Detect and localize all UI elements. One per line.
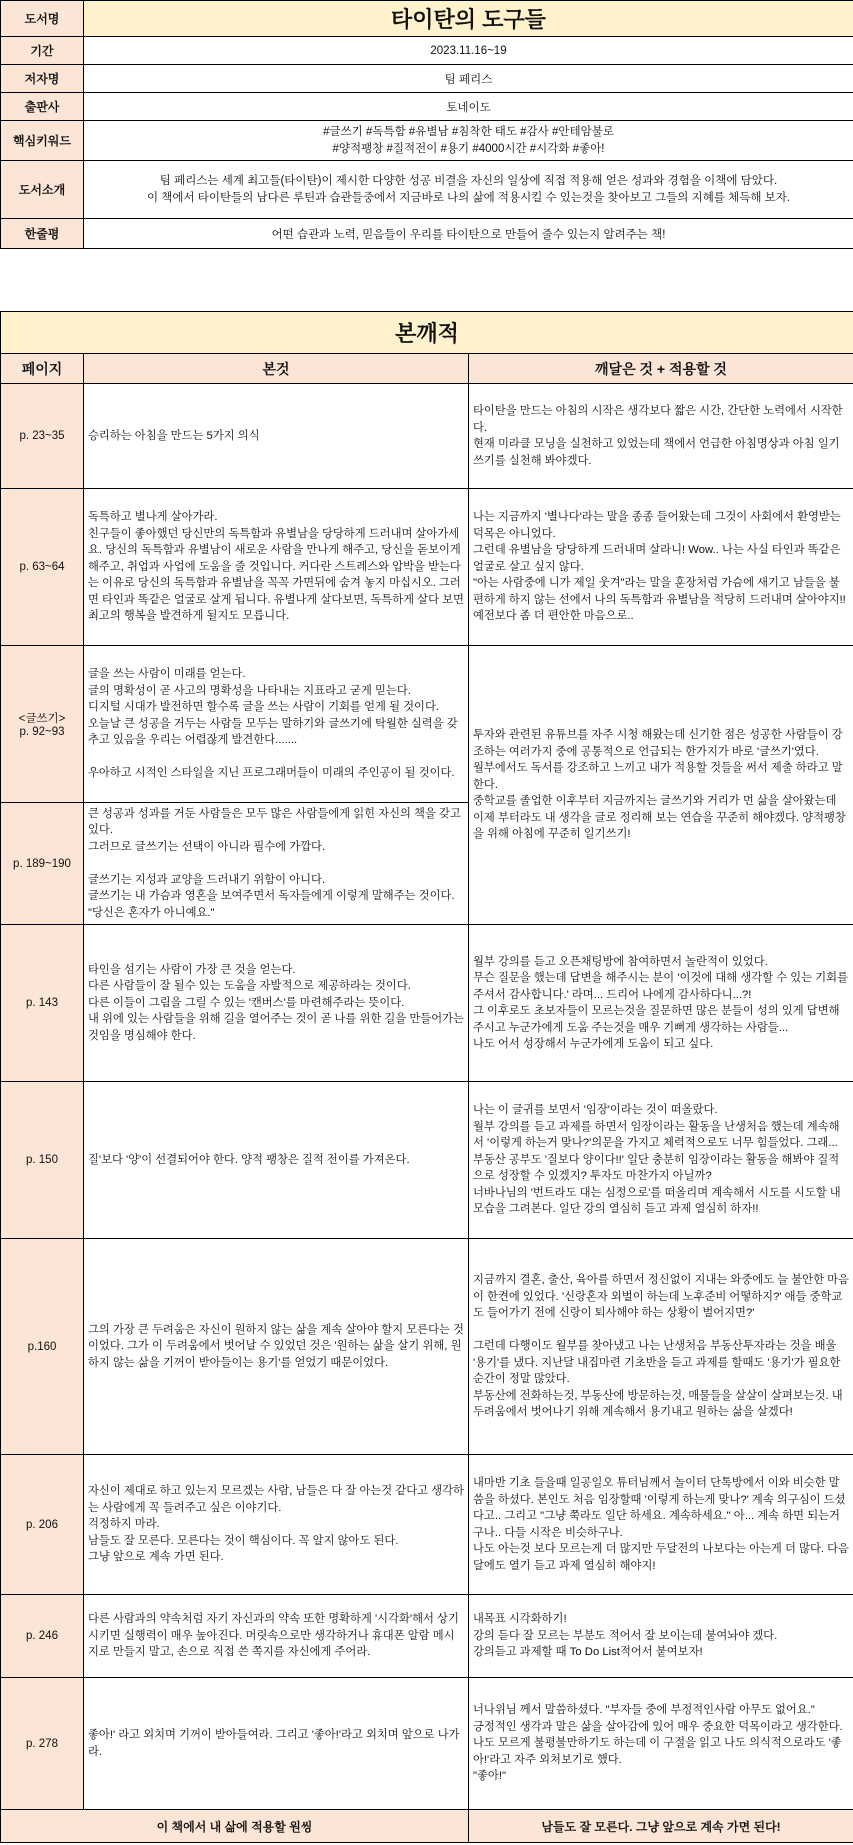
row-page: p. 246 [1,1595,84,1678]
period-label: 기간 [1,37,84,65]
row-learn: 나는 지금까지 '별나다'라는 말을 종종 들어왔는데 그것이 사회에서 환영받는 덕목은 아니었다. 그런데 유별남을 당당하게 드러내며 살라니! Wow.. 나는 사실 타인과 똑같은 얼굴로 살고 싶지 않다. "아는 사람중에 니가 제일 웃겨"라는 말을 훈장처럼 가슴에 새기고 남들을 불편하게 하지 않는 선에서 나의 독특함과 유별남을 적당히 드러내며 살아야지!! 예전보다 좀 더 편안한 마음으로.. [469,489,853,646]
row-learn: 내마반 기초 들을때 일공일오 튜터님께서 놀이터 단톡방에서 이와 비슷한 말씀을 하셨다. 본인도 처음 임장할때 '이렇게 하는게 맞나?' 계속 의구심이 드셨다고.. 그리고 "그냥 쭉라도 일단 하세요. 계속하세요." 아... 계속 하면 되는거구나.. 다들 시작은 비슷하구나. 나도 아는것 보다 모르는게 더 많지만 두달전의 나보다는 아는게 더 많다. 다음달에도 열기 듣고 과제 열심히 해야지! [469,1455,853,1595]
oneline-label: 한줄평 [1,219,84,249]
col-header-learn: 깨달은 것 + 적용할 것 [469,354,853,384]
row-page: p.160 [1,1239,84,1455]
title-label: 도서명 [1,1,84,37]
row-page: <글쓰기> p. 92~93 [1,646,84,803]
row-page: p. 63~64 [1,489,84,646]
row-page: p. 23~35 [1,384,84,489]
row-learn: 너나위님 께서 말씀하셨다. "부자들 중에 부정적인사람 아무도 없어요." 긍정적인 생각과 말은 삶을 살아감에 있어 매우 중요한 덕목이라고 생각한다. 나도 모르게 불평불만하기도 하는데 이 구절을 읽고 나도 의식적으로라도 '좋아!'라고 자주 외쳐보기로 했다. "좋아!" [469,1678,853,1810]
row-learn: 월부 강의를 듣고 오픈채팅방에 참여하면서 놀란적이 있었다. 무슨 질문을 했는데 답변을 해주시는 분이 '이것에 대해 생각할 수 있는 기회를 주셔서 감사합니다.' 라며... 드리어 나에게 감사하다니...?! 그 이후로도 초보자들이 모르는것을 질문하면 많은 분들이 성의 있게 답변해 주시고 누군가에게 도움 주는것을 매우 기뻐게 생각하는 사람들... 나도 어서 성장해서 누군가에게 도움이 되고 싶다. [469,925,853,1082]
book-title: 타이탄의 도구들 [84,1,853,37]
section-title: 본깨적 [1,312,853,354]
row-page: p. 278 [1,1678,84,1810]
row-seen: 타인을 섬기는 사람이 가장 큰 것을 얻는다. 다른 사람들이 잘 될수 있는 도움을 자발적으로 제공하라는 것이다. 다른 이들이 그림을 그릴 수 있는 '캔버스'를 마련해주라는 뜻이다. 내 위에 있는 사람들을 위해 길을 열어주는 것이 곧 나를 위한 길을 만들어가는 것임을 명심해야 한다. [84,925,469,1082]
author-value: 팀 페리스 [84,65,853,93]
row-learn: 타이탄을 만드는 아침의 시작은 생각보다 짧은 시간, 간단한 노력에서 시작한다. 현재 미라클 모닝을 실천하고 있었는데 책에서 언급한 아침명상과 아침 일기 쓰기를 실천해 봐야겠다. [469,384,853,489]
row-learn: 투자와 관련된 유튜브를 자주 시청 해왔는데 신기한 점은 성공한 사람들이 강조하는 여러가지 중에 공통적으로 언급되는 한가지가 바로 '글쓰기'였다. 월부에서도 독서를 강조하고 느끼고 내가 적용할 것들을 써서 제출 하라고 말한다. 중학교를 졸업한 이후부터 지금까지는 글쓰기와 거리가 먼 삶을 살아왔는데 이제 부터라도 내 생각을 글로 정리해 보는 연습을 꾸준히 해야겠다. 양적팽창을 위해 아침에 꾸준히 일기쓰기! [469,646,853,925]
row-page: p. 143 [1,925,84,1082]
col-header-seen: 본것 [84,354,469,384]
row-seen: 좋아!' 라고 외치며 기꺼이 받아들여라. 그리고 '좋아!'라고 외치며 앞으로 나가라. [84,1678,469,1810]
row-seen: 글을 쓰는 사람이 미래를 얻는다. 글의 명확성이 곧 사고의 명확성을 나타내는 지표라고 굳게 믿는다. 디지털 시대가 발전하면 할수록 글을 쓰는 사람이 기회를 얻게 될 것이다. 오늘날 큰 성공을 거두는 사람들 모두는 말하기와 글쓰기에 탁월한 실력을 갖추고 있음을 우리는 어렵잖게 발견한다....... 우아하고 시적인 스타일을 지닌 프로그래머들이 미래의 주인공이 될 것이다. [84,646,469,803]
row-seen: 다른 사람과의 약속처럼 자기 자신과의 약속 또한 명확하게 '시각화'해서 상기시키면 실행력이 매우 높아진다. 머릿속으로만 생각하거나 휴대폰 알람 메시지로 만들지 말고, 손으로 직접 쓴 쪽지를 자신에게 주어라. [84,1595,469,1678]
bonkkaejeok-table [0,311,853,1843]
row-learn: 지금까지 결혼, 출산, 육아를 하면서 정신없이 지내는 와중에도 늘 불안한 마음이 한켠에 있었다. '신랑혼자 외벌이 하는데 노후준비 어떻하지?' 애들 중학교도 들어가기 전에 신랑이 퇴사해야 하는 상황이 벌어지면?' 그런데 다행이도 월부를 찾아냈고 나는 난생처음 부동산투자라는 것을 배울 '용기'를 냈다. 지난달 내집마련 기초반을 듣고 과제를 할때도 '용기'가 필요한 순간이 정말 많았다. 부동산에 전화하는것, 부동산에 방문하는것, 매물들을 살살이 살펴보는것. 내 두려움에서 벗어나기 위해 계속해서 용기내고 원하는 삶을 살겠다! [469,1239,853,1455]
keywords-label: 핵심키워드 [1,121,84,161]
row-seen: 질'보다 '양'이 선결되어야 한다. 양적 팽창은 질적 전이를 가져온다. [84,1082,469,1239]
author-label: 저자명 [1,65,84,93]
row-learn: 나는 이 글귀를 보면서 '임장'이라는 것이 떠올랐다. 월부 강의를 듣고 과제를 하면서 임장이라는 활동을 난생처음 했는데 계속해서 '이렇게 하는거 맞나?'의문을 가지고 체력적으로도 너무 힘들었다. 그래... 부동산 공부도 '질보다 양이다!!' 일단 충분히 임장이라는 활동을 해봐야 질적으로 성장할 수 있겠지? 투자도 마찬가지 아닐까? 너바나님의 '번트라도 대는 심정으로'를 떠올리며 계속해서 시도를 시도할 내 모습을 그려본다. 일단 강의 열심히 듣고 과제 열심히 하자!! [469,1082,853,1239]
col-header-page: 페이지 [1,354,84,384]
oneething-label: 이 책에서 내 삶에 적용할 원씽 [1,1810,469,1843]
row-seen: 큰 성공과 성과를 거둔 사람들은 모두 많은 사람들에게 읽힌 자신의 책을 갖고 있다. 그러므로 글쓰기는 선택이 아니라 필수에 가깝다. 글쓰기는 지성과 교양을 드러내기 위함이 아니다. 글쓰기는 내 가슴과 영혼을 보여주면서 독자들에게 이렇게 말해주는 것이다. "당신은 혼자가 아니예요." [84,803,469,925]
row-seen: 그의 가장 큰 두려움은 자신이 원하지 않는 삶을 계속 살아야 할지 모른다는 것이었다. 그가 이 두려움에서 벗어날 수 있었던 것은 '원하는 삶을 살기 위해, 원하지 않는 삶을 기꺼이 받아들이는 용기'를 얻었기 때문이었다. [84,1239,469,1455]
row-page: p. 150 [1,1082,84,1239]
row-page: p. 206 [1,1455,84,1595]
oneline-value: 어떤 습관과 노력, 믿음들이 우리를 타이탄으로 만들어 줄수 있는지 알려주는 책! [84,219,853,249]
publisher-value: 토네이도 [84,93,853,121]
row-seen: 독특하고 별나게 살아가라. 친구들이 좋아했던 당신만의 독특함과 유별남을 당당하게 드러내며 살아가세요. 당신의 독특함과 유별남이 새로운 사람을 만나게 해주고, 당신을 돋보이게 해주고, 취업과 사업에 도움을 줄 것입니다. 커다란 스트레스와 압박을 받는다는 이유로 당신의 독특함과 유별남을 꼭꼭 가면뒤에 숨겨 놓지 마십시오. 그러면 타인과 똑같은 얼굴로 살게 됩니다. 유별나게 살다보면, 독특하게 살다 보면 최고의 행복을 발견하게 될지도 모릅니다. [84,489,469,646]
keywords-value: #글쓰기 #독특함 #유별남 #침착한 태도 #감사 #안테암불로 #양적팽창 #질적전이 #용기 #4000시간 #시각화 #좋아! [84,121,853,161]
intro-value: 팀 페리스는 세계 최고들(타이탄)이 제시한 다양한 성공 비결을 자신의 일상에 직접 적용해 얻은 성과와 경험을 이책에 담았다. 이 책에서 타이탄들의 남다른 루틴과 습관들중에서 지금바로 나의 삶에 적용시킬 수 있는것을 찾아보고 그들의 지혜를 체득해 보자. [84,161,853,219]
publisher-label: 출판사 [1,93,84,121]
book-info-table [0,0,853,249]
row-page: p. 189~190 [1,803,84,925]
row-learn: 내목표 시각화하기! 강의 듣다 잘 모르는 부분도 적어서 잘 보이는데 붙여놔야 겠다. 강의듣고 과제할 때 To Do List적어서 붙여보자! [469,1595,853,1678]
row-seen: 승리하는 아침을 만드는 5가지 의식 [84,384,469,489]
period-value: 2023.11.16~19 [84,37,853,65]
row-seen: 자신이 제대로 하고 있는지 모르겠는 사람, 남들은 다 잘 아는것 같다고 생각하는 사람에게 꼭 들려주고 싶은 이야기다. 걱정하지 마라. 남들도 잘 모른다. 모른다는 것이 핵심이다. 꼭 알지 않아도 된다. 그냥 앞으로 계속 가면 된다. [84,1455,469,1595]
intro-label: 도서소개 [1,161,84,219]
oneething-value: 남들도 잘 모른다. 그냥 앞으로 계속 가면 된다! [469,1810,853,1843]
